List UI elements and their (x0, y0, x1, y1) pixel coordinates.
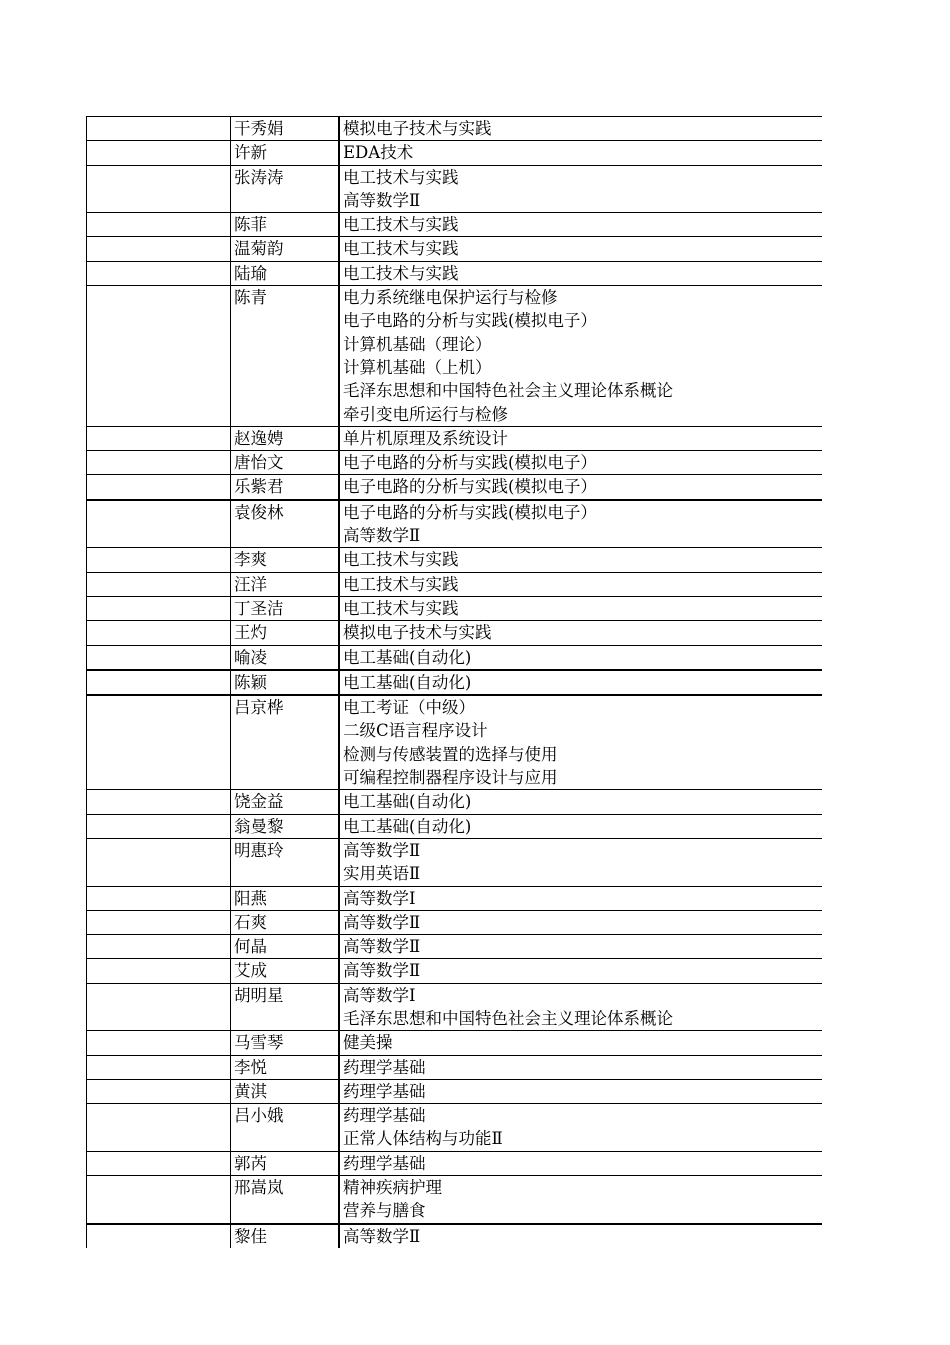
table-row (86, 839, 822, 887)
empty-cell (86, 597, 230, 620)
teacher-name-cell: 陆瑜 (230, 262, 338, 285)
table-row (86, 671, 822, 696)
table-row (86, 286, 822, 427)
table-row (86, 451, 822, 475)
course-name: 高等数学Ⅱ (343, 1226, 421, 1246)
table-row (86, 116, 822, 141)
teacher-name-cell: 赵逸娉 (230, 427, 338, 450)
empty-cell (86, 117, 230, 140)
empty-cell (86, 262, 230, 285)
course-name: 检测与传感装置的选择与使用 (343, 744, 558, 764)
teacher-name-cell: 乐紫君 (230, 475, 338, 498)
course-name: 电工技术与实践 (343, 215, 459, 235)
teacher-name-cell: 何晶 (230, 935, 338, 958)
course-cell (338, 475, 822, 498)
empty-cell (86, 815, 230, 838)
table-row (86, 427, 822, 451)
teacher-name-cell: 饶金益 (230, 790, 338, 813)
course-name: 电子电路的分析与实践(模拟电子） (343, 502, 597, 522)
teacher-name-cell: 王灼 (230, 621, 338, 644)
course-name: 毛泽东思想和中国特色社会主义理论体系概论 (343, 381, 673, 401)
empty-cell (86, 1152, 230, 1175)
course-name: 高等数学Ⅱ (343, 937, 421, 957)
course-name: 高等数学Ⅱ (343, 526, 421, 546)
course-cell (338, 1152, 822, 1175)
course-cell (338, 671, 822, 694)
teacher-name-cell: 马雪琴 (230, 1031, 338, 1054)
course-name: 药理学基础 (343, 1081, 426, 1101)
table-row (86, 815, 822, 839)
course-name: 可编程控制器程序设计与应用 (343, 768, 558, 788)
empty-cell (86, 646, 230, 669)
course-name: 高等数学Ⅱ (343, 840, 421, 860)
empty-cell (86, 671, 230, 694)
table-row (86, 1104, 822, 1152)
empty-cell (86, 286, 230, 426)
course-cell (338, 1176, 822, 1223)
course-cell (338, 237, 822, 260)
table-row (86, 1225, 822, 1248)
course-name: 高等数学Ⅱ (343, 912, 421, 932)
empty-cell (86, 573, 230, 596)
course-name: 计算机基础（上机） (343, 357, 492, 377)
empty-cell (86, 213, 230, 236)
teacher-name-cell: 邢嵩岚 (230, 1176, 338, 1223)
table-row (86, 984, 822, 1032)
course-name: 实用英语Ⅱ (343, 864, 421, 884)
table-row (86, 501, 822, 549)
course-name: 电工基础(自动化) (343, 672, 472, 692)
course-name: 药理学基础 (343, 1153, 426, 1173)
teacher-name-cell: 陈菲 (230, 213, 338, 236)
course-cell (338, 815, 822, 838)
table-row (86, 573, 822, 597)
table-row (86, 646, 822, 671)
course-cell (338, 621, 822, 644)
teacher-name-cell: 陈青 (230, 286, 338, 426)
course-name: 电工技术与实践 (343, 167, 459, 187)
course-name: 健美操 (343, 1033, 393, 1053)
course-cell (338, 451, 822, 474)
course-cell (338, 548, 822, 571)
course-cell (338, 166, 822, 213)
course-name: 高等数学Ⅱ (343, 961, 421, 981)
course-cell (338, 790, 822, 813)
course-name: EDA技术 (343, 143, 414, 163)
teacher-name-cell: 胡明星 (230, 984, 338, 1031)
empty-cell (86, 141, 230, 164)
table-row (86, 1080, 822, 1104)
course-cell (338, 935, 822, 958)
table-row (86, 1056, 822, 1080)
course-name: 药理学基础 (343, 1057, 426, 1077)
course-cell (338, 141, 822, 164)
table-row (86, 597, 822, 621)
course-name: 电工考证（中级） (343, 698, 475, 718)
course-name: 电工基础(自动化) (343, 647, 472, 667)
course-cell (338, 1225, 822, 1248)
course-name: 精神疾病护理 (343, 1178, 442, 1198)
course-name: 电工基础(自动化) (343, 792, 472, 812)
teacher-name-cell: 唐怡文 (230, 451, 338, 474)
course-cell (338, 286, 822, 426)
teacher-name-cell: 阳燕 (230, 887, 338, 910)
table-row (86, 959, 822, 983)
course-cell (338, 573, 822, 596)
course-cell (338, 1031, 822, 1054)
empty-cell (86, 1056, 230, 1079)
teacher-name-cell: 李悦 (230, 1056, 338, 1079)
empty-cell (86, 935, 230, 958)
table-row (86, 213, 822, 237)
course-name: 电工技术与实践 (343, 550, 459, 570)
course-name: 电工技术与实践 (343, 598, 459, 618)
course-name: 毛泽东思想和中国特色社会主义理论体系概论 (343, 1008, 673, 1028)
teacher-name-cell: 袁俊林 (230, 501, 338, 548)
course-name: 电工技术与实践 (343, 239, 459, 259)
course-name: 高等数学Ⅰ (343, 985, 416, 1005)
course-cell (338, 213, 822, 236)
course-name: 电子电路的分析与实践(模拟电子） (343, 311, 597, 331)
empty-cell (86, 475, 230, 498)
course-name: 电工技术与实践 (343, 263, 459, 283)
table-row (86, 1152, 822, 1176)
spreadsheet-table (86, 116, 822, 1248)
course-cell (338, 696, 822, 789)
empty-cell (86, 548, 230, 571)
course-cell (338, 1104, 822, 1151)
table-row (86, 911, 822, 935)
course-cell (338, 911, 822, 934)
course-name: 高等数学Ⅱ (343, 190, 421, 210)
course-cell (338, 839, 822, 886)
table-row (86, 935, 822, 959)
empty-cell (86, 451, 230, 474)
course-name: 模拟电子技术与实践 (343, 119, 492, 138)
course-cell (338, 427, 822, 450)
teacher-name-cell: 汪洋 (230, 573, 338, 596)
teacher-name-cell: 吕小娥 (230, 1104, 338, 1151)
course-cell (338, 597, 822, 620)
table-row (86, 166, 822, 214)
teacher-name-cell: 石爽 (230, 911, 338, 934)
course-cell (338, 262, 822, 285)
empty-cell (86, 1080, 230, 1103)
course-cell (338, 501, 822, 548)
empty-cell (86, 839, 230, 886)
empty-cell (86, 790, 230, 813)
table-row (86, 696, 822, 790)
course-cell (338, 1056, 822, 1079)
table-row (86, 1176, 822, 1225)
course-name: 药理学基础 (343, 1106, 426, 1126)
teacher-name-cell: 干秀娟 (230, 117, 338, 140)
course-name: 正常人体结构与功能Ⅱ (343, 1129, 503, 1149)
course-cell (338, 984, 822, 1031)
table-row (86, 887, 822, 911)
course-name: 营养与膳食 (343, 1201, 426, 1221)
empty-cell (86, 166, 230, 213)
teacher-name-cell: 吕京桦 (230, 696, 338, 789)
course-cell (338, 117, 822, 140)
table-row (86, 621, 822, 645)
course-cell (338, 959, 822, 982)
teacher-name-cell: 明惠玲 (230, 839, 338, 886)
teacher-name-cell: 翁曼黎 (230, 815, 338, 838)
empty-cell (86, 1031, 230, 1054)
course-name: 电工技术与实践 (343, 574, 459, 594)
empty-cell (86, 427, 230, 450)
course-cell (338, 887, 822, 910)
empty-cell (86, 696, 230, 789)
table-row (86, 548, 822, 572)
teacher-name-cell: 陈颖 (230, 671, 338, 694)
teacher-name-cell: 黄淇 (230, 1080, 338, 1103)
teacher-name-cell: 喻凌 (230, 646, 338, 669)
course-name: 牵引变电所运行与检修 (343, 404, 508, 424)
course-name: 模拟电子技术与实践 (343, 623, 492, 643)
course-name: 电工基础(自动化) (343, 816, 472, 836)
course-name: 电力系统继电保护运行与检修 (343, 288, 558, 308)
empty-cell (86, 1176, 230, 1223)
teacher-name-cell: 许新 (230, 141, 338, 164)
empty-cell (86, 887, 230, 910)
empty-cell (86, 911, 230, 934)
table-row (86, 1031, 822, 1055)
teacher-name-cell: 郭芮 (230, 1152, 338, 1175)
empty-cell (86, 1225, 230, 1248)
course-cell (338, 646, 822, 669)
course-name: 电子电路的分析与实践(模拟电子） (343, 477, 597, 497)
table-row (86, 262, 822, 286)
course-cell (338, 1080, 822, 1103)
course-name: 高等数学Ⅰ (343, 888, 416, 908)
teacher-name-cell: 李爽 (230, 548, 338, 571)
table-row (86, 141, 822, 165)
teacher-name-cell: 艾成 (230, 959, 338, 982)
course-name: 单片机原理及系统设计 (343, 428, 508, 448)
table-row (86, 790, 822, 814)
teacher-name-cell: 张涛涛 (230, 166, 338, 213)
teacher-name-cell: 丁圣洁 (230, 597, 338, 620)
empty-cell (86, 501, 230, 548)
empty-cell (86, 237, 230, 260)
course-name: 电子电路的分析与实践(模拟电子） (343, 453, 597, 473)
course-name: 计算机基础（理论） (343, 334, 492, 354)
table-row (86, 475, 822, 500)
course-name: 二级C语言程序设计 (343, 721, 488, 741)
empty-cell (86, 959, 230, 982)
teacher-name-cell: 黎佳 (230, 1225, 338, 1248)
empty-cell (86, 621, 230, 644)
empty-cell (86, 1104, 230, 1151)
table-row (86, 237, 822, 261)
empty-cell (86, 984, 230, 1031)
teacher-name-cell: 温菊韵 (230, 237, 338, 260)
